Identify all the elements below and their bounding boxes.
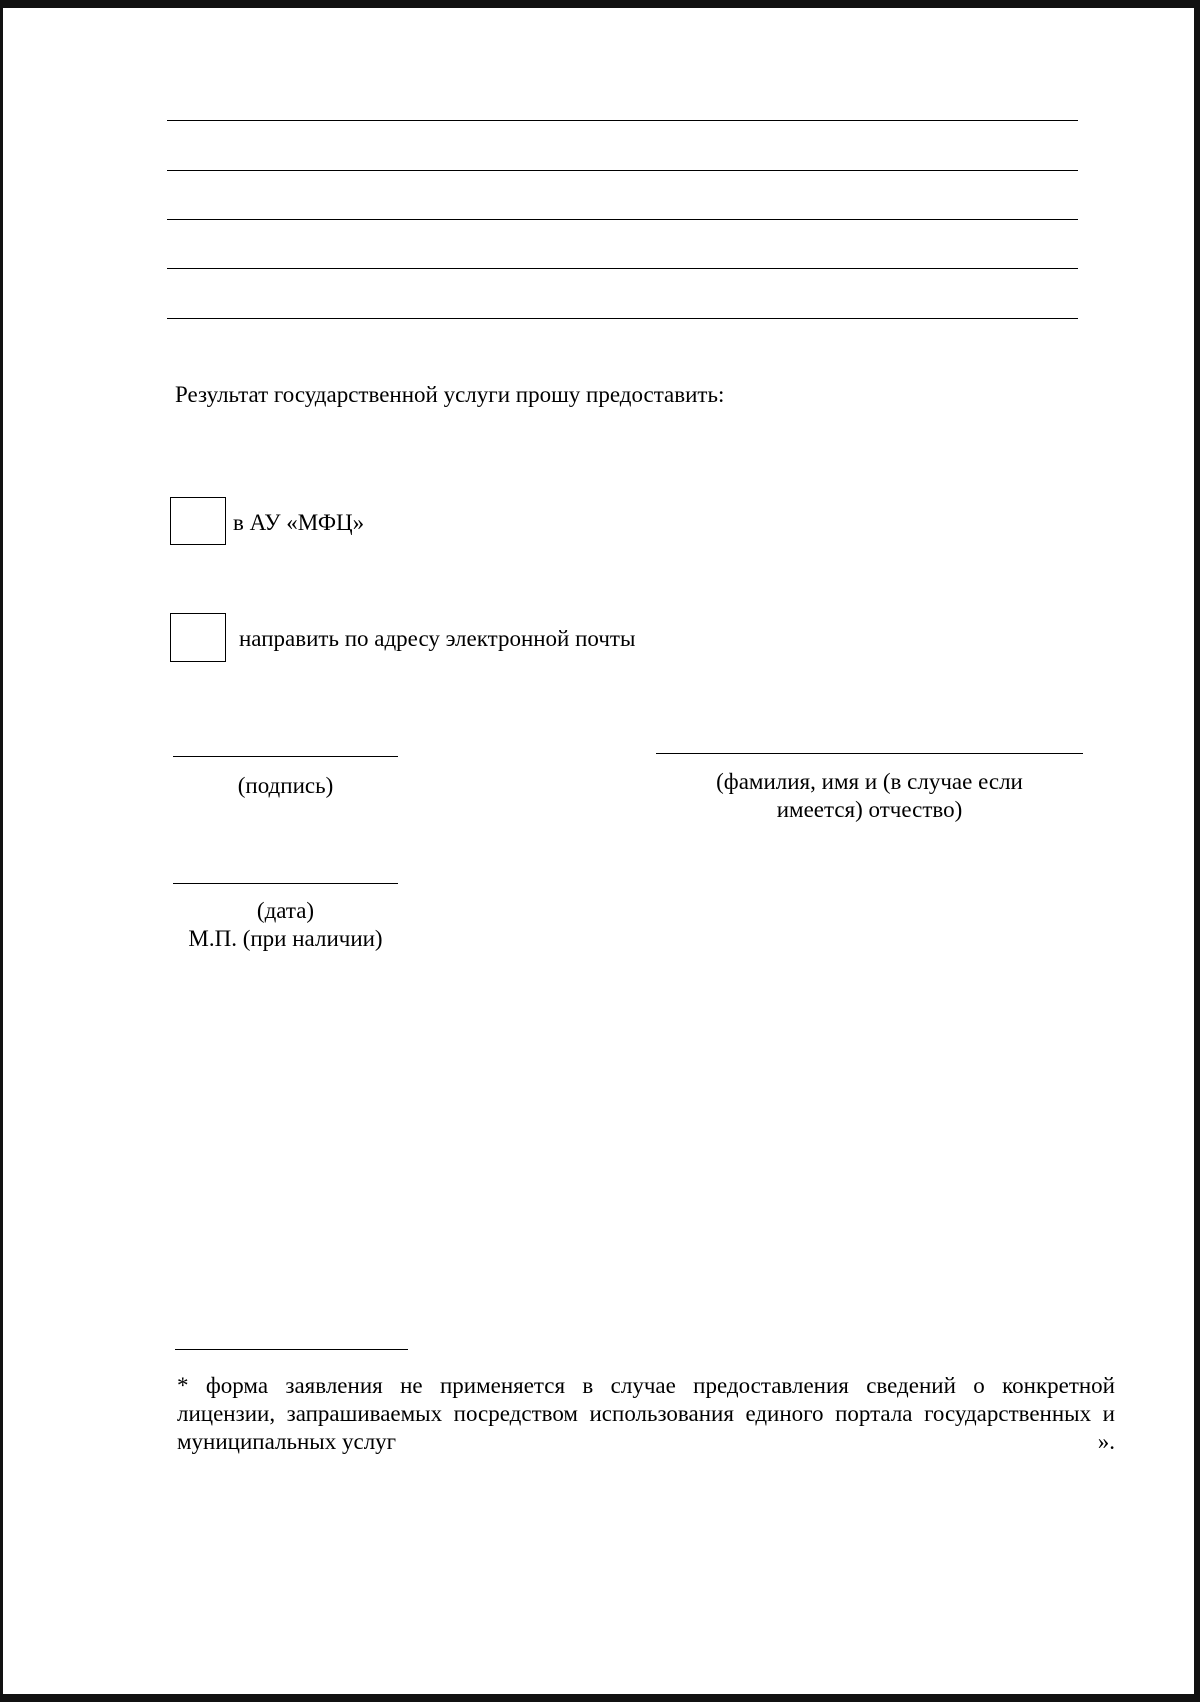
- blank-line: [167, 268, 1078, 269]
- signature-line[interactable]: [173, 756, 398, 757]
- blank-line: [167, 219, 1078, 220]
- blank-line: [167, 170, 1078, 171]
- date-caption: (дата): [256, 898, 315, 923]
- footnote-line-1: * форма заявления не применяется в случае предоставления сведений о конкретной: [177, 1373, 1115, 1398]
- email-option-label: направить по адресу электронной почты: [239, 626, 636, 651]
- email-checkbox[interactable]: [170, 613, 226, 662]
- footnote-line-3: муниципальных услуг: [177, 1429, 397, 1454]
- footnote-line-2: лицензии, запрашиваемых посредством использования единого портала государственных и: [177, 1401, 1115, 1426]
- blank-line: [167, 120, 1078, 121]
- blank-line: [167, 318, 1078, 319]
- result-prompt: Результат государственной услуги прошу предоставить:: [175, 382, 725, 407]
- full-name-caption-line2: имеется) отчество): [776, 797, 963, 822]
- date-line[interactable]: [173, 883, 398, 884]
- full-name-line[interactable]: [656, 753, 1083, 754]
- mfc-checkbox[interactable]: [170, 497, 226, 545]
- footnote: [177, 1372, 1115, 1428]
- footnote-separator: [175, 1349, 408, 1350]
- full-name-caption-line1: (фамилия, имя и (в случае если: [716, 769, 1023, 794]
- footnote-closing-quote: ».: [1097, 1429, 1115, 1454]
- signature-caption: (подпись): [237, 773, 334, 798]
- mfc-option-label: в АУ «МФЦ»: [233, 510, 365, 535]
- stamp-caption: М.П. (при наличии): [188, 926, 383, 951]
- footnote-last-line: [177, 1428, 1115, 1456]
